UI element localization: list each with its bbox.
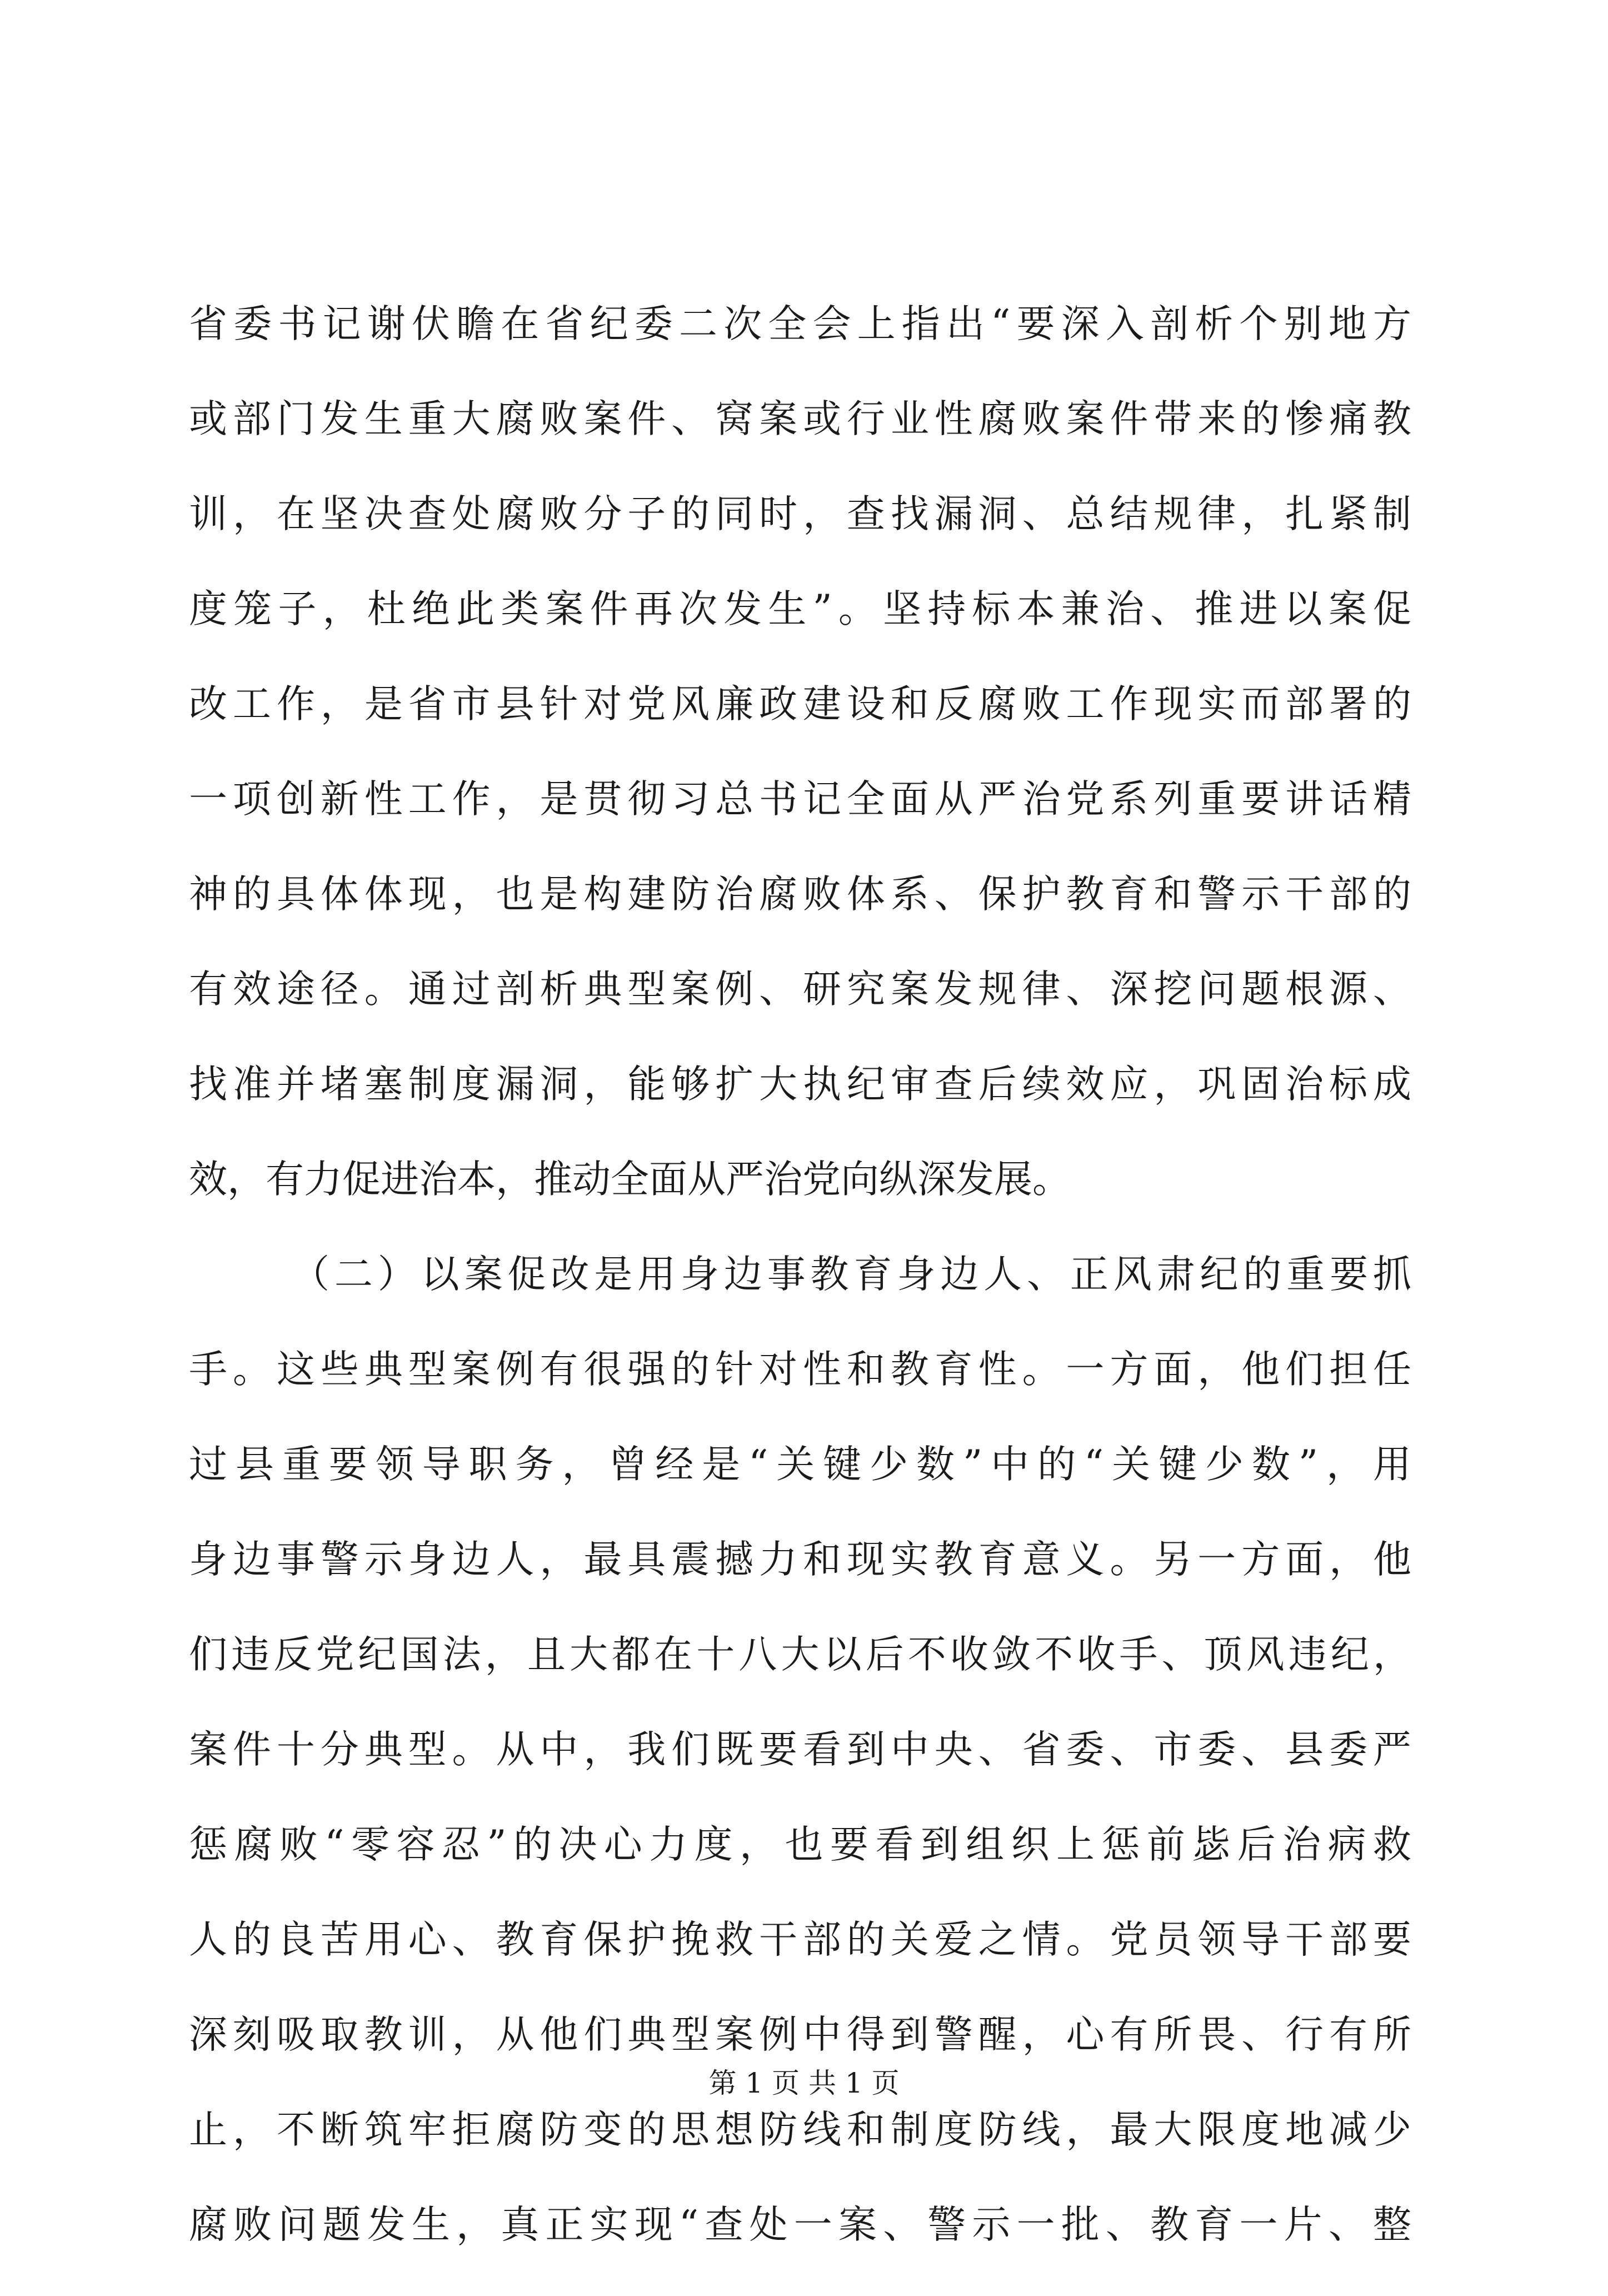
text-line: 案件十分典型。从中，我们既要看到中央、省委、市委、县委严 (189, 1727, 1411, 1772)
text-line: 或部门发生重大腐败案件、窝案或行业性腐败案件带来的惨痛教 (189, 397, 1411, 441)
text-line: 改工作，是省市县针对党风廉政建设和反腐败工作现实而部署的 (189, 682, 1411, 726)
text-line: 人的良苦用心、教育保护挽救干部的关爱之情。党员领导干部要 (189, 1918, 1411, 1962)
text-line: 身边事警示身边人，最具震撼力和现实教育意义。另一方面，他 (189, 1537, 1411, 1582)
text-line: 效，有力促进治本，推动全面从严治党向纵深发展。 (189, 1157, 1071, 1202)
text-line: 手。这些典型案例有很强的针对性和教育性。一方面，他们担任 (189, 1347, 1411, 1392)
document-body (189, 300, 1411, 2296)
text-line: 找准并堵塞制度漏洞，能够扩大执纪审查后续效应，巩固治标成 (189, 1062, 1411, 1107)
text-line: 度笼子，杜绝此类案件再次发生”。坚持标本兼治、推进以案促 (189, 587, 1411, 631)
text-line: 省委书记谢伏瞻在省纪委二次全会上指出“要深入剖析个别地方 (189, 302, 1411, 346)
text-line: 惩腐败“零容忍”的决心力度，也要看到组织上惩前毖后治病救 (189, 1822, 1411, 1867)
text-line: 有效途径。通过剖析典型案例、研究案发规律、深挖问题根源、 (189, 967, 1411, 1012)
paragraph-first-line: （二）以案促改是用身边事教育身边人、正风肃纪的重要抓 (291, 1252, 1411, 1297)
text-line: 一项创新性工作，是贯彻习总书记全面从严治党系列重要讲话精 (189, 777, 1411, 821)
text-line: 深刻吸取教训，从他们典型案例中得到警醒，心有所畏、行有所 (189, 2013, 1411, 2057)
text-line: 神的具体体现，也是构建防治腐败体系、保护教育和警示干部的 (189, 872, 1411, 917)
text-line: 腐败问题发生，真正实现“查处一案、警示一批、教育一片、整 (189, 2203, 1411, 2247)
text-line: 训，在坚决查处腐败分子的同时，查找漏洞、总结规律，扎紧制 (189, 492, 1411, 536)
text-line: 过县重要领导职务，曾经是“关键少数”中的“关键少数”，用 (189, 1442, 1411, 1487)
text-line: 们违反党纪国法，且大都在十八大以后不收敛不收手、顶风违纪， (189, 1632, 1411, 1677)
page-footer: 第 1 页 共 1 页 (708, 2067, 900, 2099)
text-line: 止，不断筑牢拒腐防变的思想防线和制度防线，最大限度地减少 (189, 2108, 1411, 2152)
